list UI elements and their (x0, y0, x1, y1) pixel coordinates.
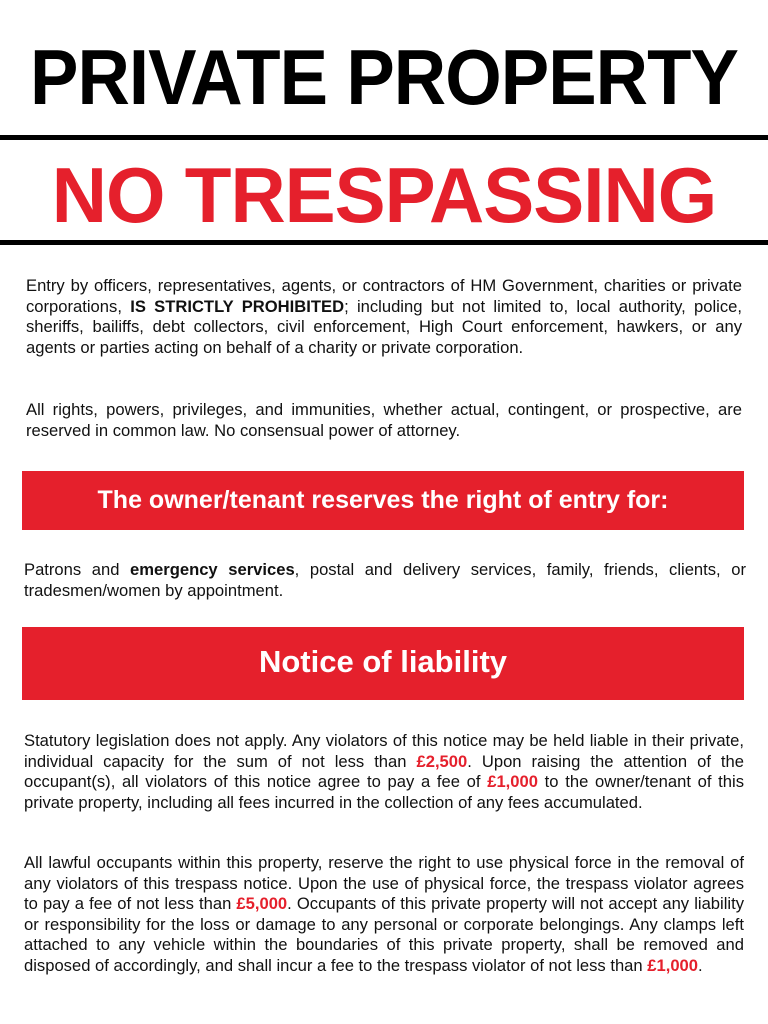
entry-prohibition-text-a: Entry by officers, representatives, agents, or contractors of HM Government, charities or private corporations, (26, 276, 742, 316)
fee-amount-5000: £5,000 (236, 894, 288, 913)
emergency-services-emphasis: emergency services (130, 560, 295, 579)
liability-text-a: Statutory legislation does not apply. Any violators of this notice may be held liable in their private, individual capacity for the sum of not less than (24, 731, 744, 771)
liability-text-c: to the owner/tenant of this private property, including all fees incurred in the collection of any fees accumulated. (24, 772, 744, 812)
right-of-entry-banner: The owner/tenant reserves the right of entry for: (22, 471, 744, 530)
notice-of-liability-banner: Notice of liability (22, 627, 744, 700)
physical-force-paragraph (24, 853, 744, 976)
entry-prohibition-paragraph (26, 276, 742, 358)
rights-reserved-paragraph: All rights, powers, privileges, and immunities, whether actual, contingent, or prospective, are reserved in common law. No consensual power of attorney. (26, 400, 742, 440)
fee-amount-2500: £2,500 (416, 751, 468, 771)
strictly-prohibited-emphasis: IS STRICTLY PROHIBITED (130, 296, 345, 316)
bottom-divider-rule (0, 240, 768, 245)
liability-text-b: . Upon raising the attention of the occupant(s), all violators of this notice agree to pay a fee of (24, 751, 744, 791)
fee-amount-1000-second: £1,000 (647, 955, 699, 975)
force-text-c: . (698, 955, 703, 975)
fee-amount-1000-first: £1,000 (487, 772, 538, 791)
permitted-entrants-paragraph (24, 560, 746, 601)
entry-prohibition-text-b: ; including but not limited to, local authority, police, sheriffs, bailiffs, debt collectors, civil enforcement, High Court enforcement, hawkers, or any agents or parties acting on behalf of a charity or private corporation. (26, 296, 742, 357)
headline-private-property: PRIVATE PROPERTY (30, 33, 738, 121)
permitted-entrants-text-b: , postal and delivery services, family, friends, clients, or tradesmen/women by appointment. (24, 560, 746, 600)
force-text-b: . Occupants of this private property will not accept any liability or responsibility for the loss or damage to any personal or corporate belongings. Any clamps left attached to any vehicle within the boundaries of this private property, shall be removed and disposed of accordingly, and shall incur a fee to the trespass violator of not less than (24, 894, 744, 975)
headline-no-trespassing: NO TRESPASSING (51, 151, 717, 239)
force-text-a: All lawful occupants within this property, reserve the right to use physical force in the removal of any violators of this trespass notice. Upon the use of physical force, the trespass violator agrees to pay a fee of not less than (24, 853, 744, 913)
liability-fees-paragraph (24, 731, 744, 813)
top-divider-rule (0, 135, 768, 140)
permitted-entrants-text-a: Patrons and (24, 560, 131, 579)
